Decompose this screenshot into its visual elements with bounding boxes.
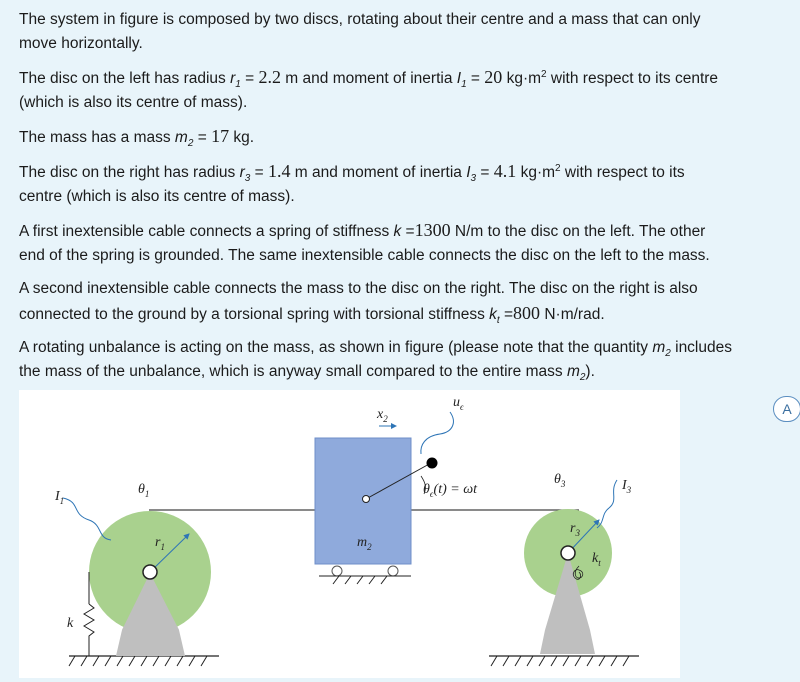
label-r1: $r_1$	[155, 535, 165, 552]
paragraph-intro-line-2: move horizontally.	[19, 35, 143, 52]
label-I3: $I_3$	[622, 478, 632, 495]
paragraph-right-disc: The disc on the right has radius $r_3 = 1.4$ m and moment of inertia $I_3 = 4.1$ $kg\cdot m^2$ with respect to its	[19, 161, 685, 185]
paragraph-spring-line-2: end of the spring is grounded. The same inextensible cable connects the disc on the left to the mass.	[19, 247, 710, 264]
value-k: 1300	[414, 220, 451, 240]
var-I1: I	[456, 70, 462, 87]
problem-text	[19, 8, 794, 384]
paragraph-mass: The mass has a mass $m_2 = 17$ kg.	[19, 126, 255, 150]
I3-leader	[597, 480, 617, 528]
value-I3: 4.1	[493, 161, 517, 181]
right-ground-hatch	[491, 656, 629, 666]
label-kt: $k_t$	[592, 551, 601, 568]
label-r3: $r_3$	[570, 521, 580, 538]
paragraph-intro-line-1: The system in figure is composed by two discs, rotating about their centre and a mass that can only	[19, 11, 701, 28]
accessibility-button[interactable]: A	[773, 396, 800, 422]
paragraph-left-disc: The disc on the left has radius $r_1 = 2.2$ m and moment of inertia $I_1 = 20$ $kg\cdot m^2$ with respect to its centre	[19, 67, 719, 91]
paragraph-unbalance: A rotating unbalance is acting on the mass, as shown in figure (please note that the quantity $m_2$ includes	[19, 339, 732, 360]
value-r1: 2.2	[258, 67, 281, 87]
value-r3: 1.4	[267, 161, 291, 181]
paragraph-left-disc-line-2: (which is also its centre of mass).	[19, 94, 248, 111]
spring-k	[84, 604, 94, 656]
label-theta-e: $\theta_\epsilon(t) = \omega t$	[423, 482, 477, 499]
mass-wheel-right	[388, 566, 398, 576]
label-theta3: $\theta_3$	[554, 472, 566, 489]
label-theta1: $\theta_1$	[138, 482, 150, 499]
system-diagram	[19, 390, 680, 678]
paragraph-spring: A first inextensible cable connects a spring of stiffness k =1300 N/m to the disc on the left. The other	[19, 220, 706, 240]
value-m2: 17	[211, 126, 230, 146]
right-support-base	[540, 630, 595, 654]
label-I1: $I_1$	[55, 489, 65, 506]
value-I1: 20	[484, 67, 503, 87]
var-r1: r	[230, 70, 236, 87]
paragraph-second-cable: A second inextensible cable connects the mass to the disc on the right. The disc on the right is also	[19, 280, 698, 297]
system-figure	[19, 390, 680, 678]
ue-leader	[421, 412, 454, 454]
label-x2: $x_2$	[377, 407, 388, 424]
right-pivot	[561, 546, 575, 560]
label-ue: $u_\epsilon$	[453, 395, 464, 412]
value-kt: 800	[513, 303, 541, 323]
label-k: k	[67, 616, 74, 631]
label-m2: $m_2$	[357, 535, 372, 552]
unbalance-pivot	[363, 496, 370, 503]
paragraph-torsional-spring: connected to the ground by a torsional spring with torsional stiffness $k_t =800$ N·m/rad.	[19, 303, 605, 327]
paragraph-unbalance-line-2: the mass of the unbalance, which is anyway small compared to the entire mass $m_2$).	[19, 363, 595, 384]
left-ground-hatch	[69, 656, 207, 666]
mass-ground-hatch	[333, 576, 387, 584]
unbalance-mass	[427, 458, 438, 469]
left-support-base	[116, 630, 185, 656]
mass-wheel-left	[332, 566, 342, 576]
paragraph-right-disc-line-2: centre (which is also its centre of mass).	[19, 188, 295, 205]
left-pivot	[143, 565, 157, 579]
